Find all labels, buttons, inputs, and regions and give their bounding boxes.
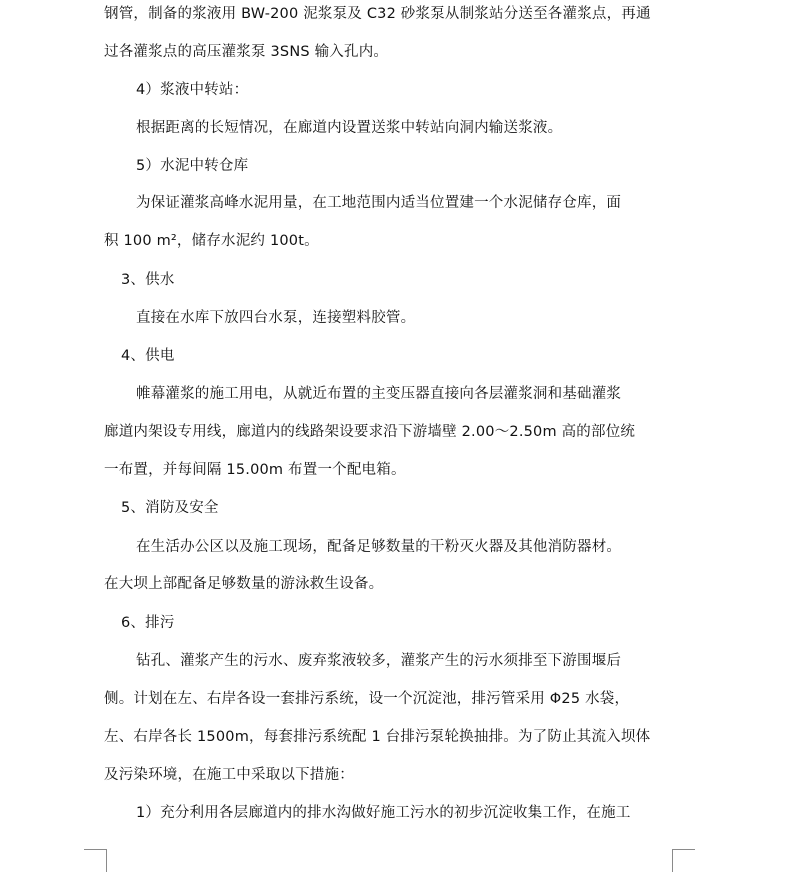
page-margin-corner-marker-left — [84, 849, 107, 872]
body-text-line: 左、右岸各长 1500m，每套排污系统配 1 台排污泵轮换抽排。为了防止其流入坝体 — [104, 729, 651, 745]
body-text-line: 一布置，并每间隔 15.00m 布置一个配电箱。 — [104, 462, 406, 478]
sub-heading: 5）水泥中转仓库 — [136, 158, 249, 174]
body-text-line: 过各灌浆点的高压灌浆泵 3SNS 输入孔内。 — [104, 44, 389, 60]
body-text-line: 为保证灌浆高峰水泥用量，在工地范围内适当位置建一个水泥储存仓库，面 — [136, 195, 622, 211]
section-heading: 6、排污 — [121, 615, 175, 631]
page-margin-corner-marker-right — [672, 849, 695, 872]
body-text-line: 积 100 m²，储存水泥约 100t。 — [104, 233, 319, 249]
body-text-line: 侧。计划在左、右岸各设一套排污系统，设一个沉淀池，排污管采用 Φ25 水袋， — [104, 691, 630, 707]
body-text-line: 根据距离的长短情况，在廊道内设置送浆中转站向洞内输送浆液。 — [136, 120, 563, 136]
section-heading: 3、供水 — [121, 272, 175, 288]
section-heading: 5、消防及安全 — [121, 500, 219, 516]
body-text-line: 帷幕灌浆的施工用电，从就近布置的主变压器直接向各层灌浆洞和基础灌浆 — [136, 386, 622, 402]
body-text-line: 及污染环境，在施工中采取以下措施： — [104, 767, 354, 783]
section-heading: 4、供电 — [121, 348, 175, 364]
body-text-line: 在大坝上部配备足够数量的游泳救生设备。 — [104, 576, 384, 592]
body-text-line: 直接在水库下放四台水泵，连接塑料胶管。 — [136, 310, 416, 326]
body-text-line: 在生活办公区以及施工现场，配备足够数量的干粉灭火器及其他消防器材。 — [136, 539, 622, 555]
body-text-line: 钢管，制备的浆液用 BW-200 泥浆泵及 C32 砂浆泵从制浆站分送至各灌浆点，再通 — [104, 6, 651, 22]
sub-heading: 4）浆液中转站： — [136, 82, 249, 98]
body-text-line: 1）充分利用各层廊道内的排水沟做好施工污水的初步沉淀收集工作，在施工 — [136, 805, 631, 821]
body-text-line: 钻孔、灌浆产生的污水、废弃浆液较多，灌浆产生的污水须排至下游围堰后 — [136, 653, 622, 669]
body-text-line: 廊道内架设专用线，廊道内的线路架设要求沿下游墙壁 2.00～2.50m 高的部位统 — [104, 424, 636, 440]
